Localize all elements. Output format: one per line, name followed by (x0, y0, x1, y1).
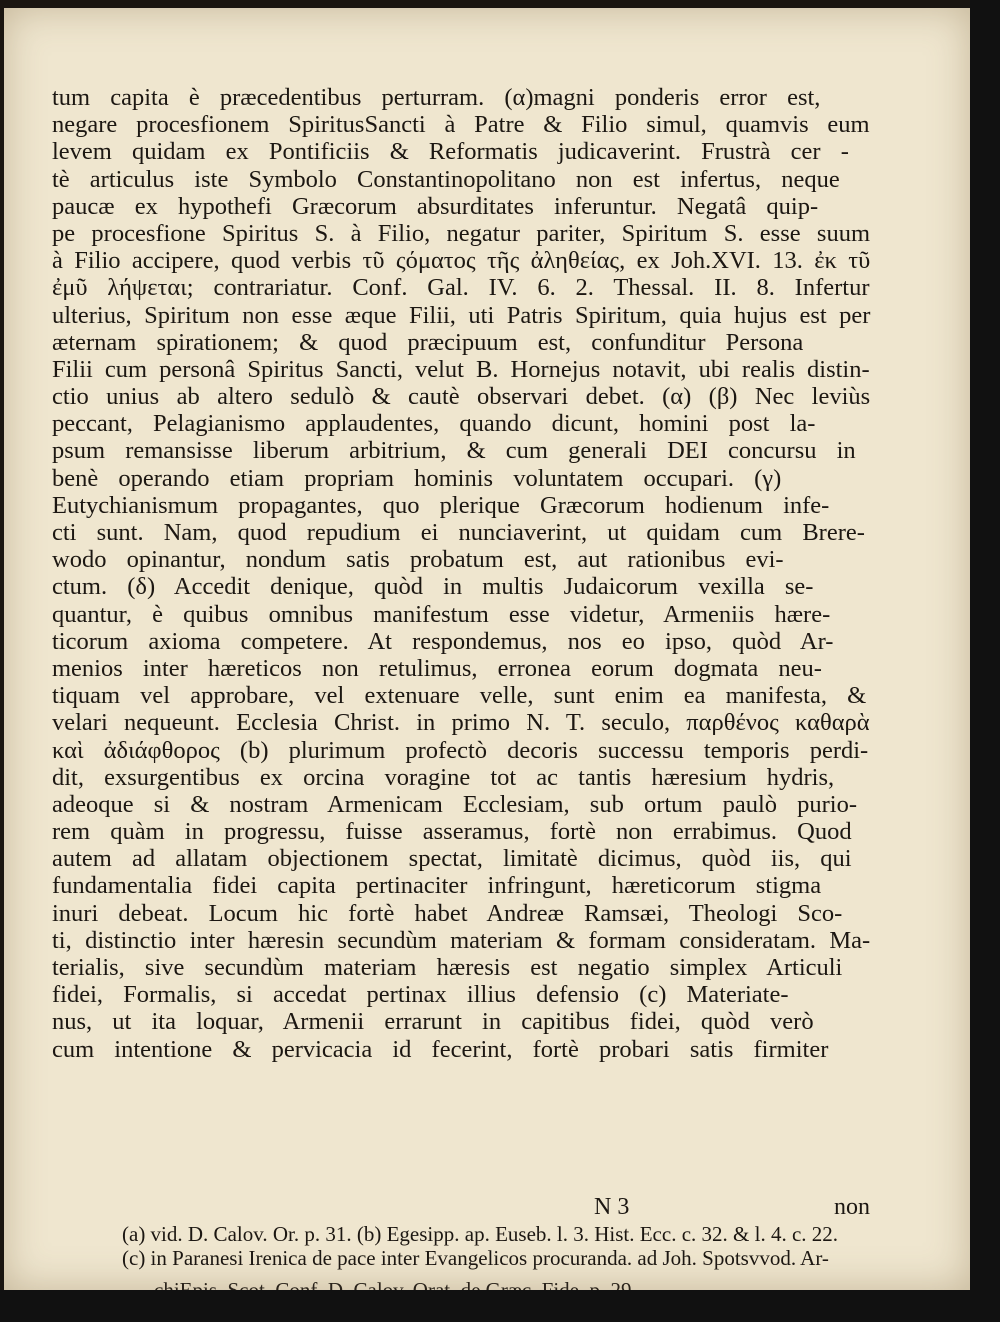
text-line: peccant, Pelagianismo applaudentes, quando dicunt, homini post la- (52, 410, 816, 438)
footnote: (c) in Paranesi Irenica de pace inter Evangelicos procuranda. ad Joh. Spotsvvod. Ar- (122, 1246, 829, 1270)
text-line: Filii cum personâ Spiritus Sancti, velut B. Hornejus notavit, ubi realis distin- (52, 355, 870, 383)
text-line: tum capita è præcedentibus perturram. (α)magni ponderis error est, (52, 84, 821, 111)
text-line: autem ad allatam objectionem spectat, limitatè dicimus, quòd iis, qui (52, 845, 852, 873)
text-line: nus, ut ita loquar, Armenii errarunt in capitibus fidei, quòd verò (52, 1008, 814, 1036)
main-text (52, 84, 870, 1063)
page-footer-row (52, 1194, 870, 1222)
text-line: dit, exsurgentibus ex orcina voragine tot ac tantis hæresium hydris, (52, 763, 835, 791)
text-line: quantur, è quibus omnibus manifestum esse videtur, Armeniis hære- (52, 600, 831, 628)
text-line: æternam spirationem; & quod præcipuum est, confunditur Persona (52, 328, 804, 356)
text-line: negare procesfionem SpiritusSancti à Patre & Filio simul, quamvis eum (52, 111, 870, 139)
text-line: ctio unius ab altero sedulò & cautè observari debet. (α) (β) Nec leviùs (52, 383, 871, 411)
text-line: fidei, Formalis, si accedat pertinax illius defensio (c) Materiate- (52, 981, 789, 1009)
text-line: ti, distinctio inter hæresin secundùm materiam & formam consideratam. Ma- (52, 926, 871, 954)
book-page (4, 8, 970, 1290)
text-line: Eutychianismum propagantes, quo plerique Græcorum hodienum infe- (52, 491, 830, 519)
text-line: velari nequeunt. Ecclesia Christ. in primo N. T. seculo, παρθένος καθαρὰ (52, 709, 870, 737)
text-line: tiquam vel approbare, vel extenuare velle, sunt enim ea manifesta, & (52, 682, 867, 710)
text-line: à Filio accipere, quod verbis τῦ ςόματος τῆς ἀληθείας, ex Joh.XVI. 13. ἐκ τῦ (52, 247, 871, 275)
catchword: non (834, 1194, 870, 1220)
scan-edge-right (970, 0, 1000, 1322)
text-line: levem quidam ex Pontificiis & Reformatis judicaverint. Frustrà cer - (52, 138, 849, 166)
footnotes (122, 1222, 882, 1270)
scan-edge-bottom (0, 1290, 1000, 1322)
signature-mark: N 3 (594, 1194, 630, 1220)
text-line: ulterius, Spiritum non esse æque Filii, uti Patris Spiritum, quia hujus est per (52, 301, 871, 329)
footnote: (a) vid. D. Calov. Or. p. 31. (b) Egesipp. ap. Euseb. l. 3. Hist. Ecc. c. 32. & l. 4. c. 22. (122, 1222, 839, 1246)
text-line: psum remansisse liberum arbitrium, & cum generali DEI concursu in (52, 437, 856, 465)
text-line: ἐμῦ λήψεται; contrariatur. Conf. Gal. IV. 6. 2. Thessal. II. 8. Infertur (52, 274, 870, 302)
text-line: cum intentione & pervicacia id fecerint, fortè probari satis firmiter (52, 1035, 829, 1063)
text-line: menios inter hæreticos non retulimus, erronea eorum dogmata neu- (52, 654, 822, 682)
text-line: wodo opinantur, nondum satis probatum est, aut rationibus evi- (52, 546, 784, 574)
text-line: paucæ ex hypothefi Græcorum absurditates inferuntur. Negatâ quip- (52, 192, 819, 220)
text-line: tè articulus iste Symbolo Constantinopolitano non est infertus, neque (52, 165, 840, 193)
text-line: rem quàm in progressu, fuisse asseramus, fortè non errabimus. Quod (52, 818, 852, 846)
text-line: benè operando etiam propriam hominis voluntatem occupari. (γ) (52, 464, 782, 492)
text-line: ticorum axioma competere. At respondemus, nos eo ipso, quòd Ar- (52, 627, 834, 655)
text-line: pe procesfione Spiritus S. à Filio, negatur pariter, Spiritum S. esse suum (52, 219, 871, 247)
text-line: ctum. (δ) Accedit denique, quòd in multis Judaicorum vexilla se- (52, 573, 814, 601)
text-line: fundamentalia fidei capita pertinaciter infringunt, hæreticorum stigma (52, 872, 822, 900)
text-line: adeoque si & nostram Armenicam Ecclesiam, sub ortum paulò purio- (52, 790, 858, 818)
text-line: inuri debeat. Locum hic fortè habet Andreæ Ramsæi, Theologi Sco- (52, 899, 843, 927)
text-line: terialis, sive secundùm materiam hæresis est negatio simplex Articuli (52, 954, 843, 981)
text-line: cti sunt. Nam, quod repudium ei nunciaverint, ut quidam cum Brere- (52, 519, 865, 546)
text-line: καὶ ἀδιάφθορος (b) plurimum profectò decoris successu temporis perdi- (52, 736, 869, 764)
